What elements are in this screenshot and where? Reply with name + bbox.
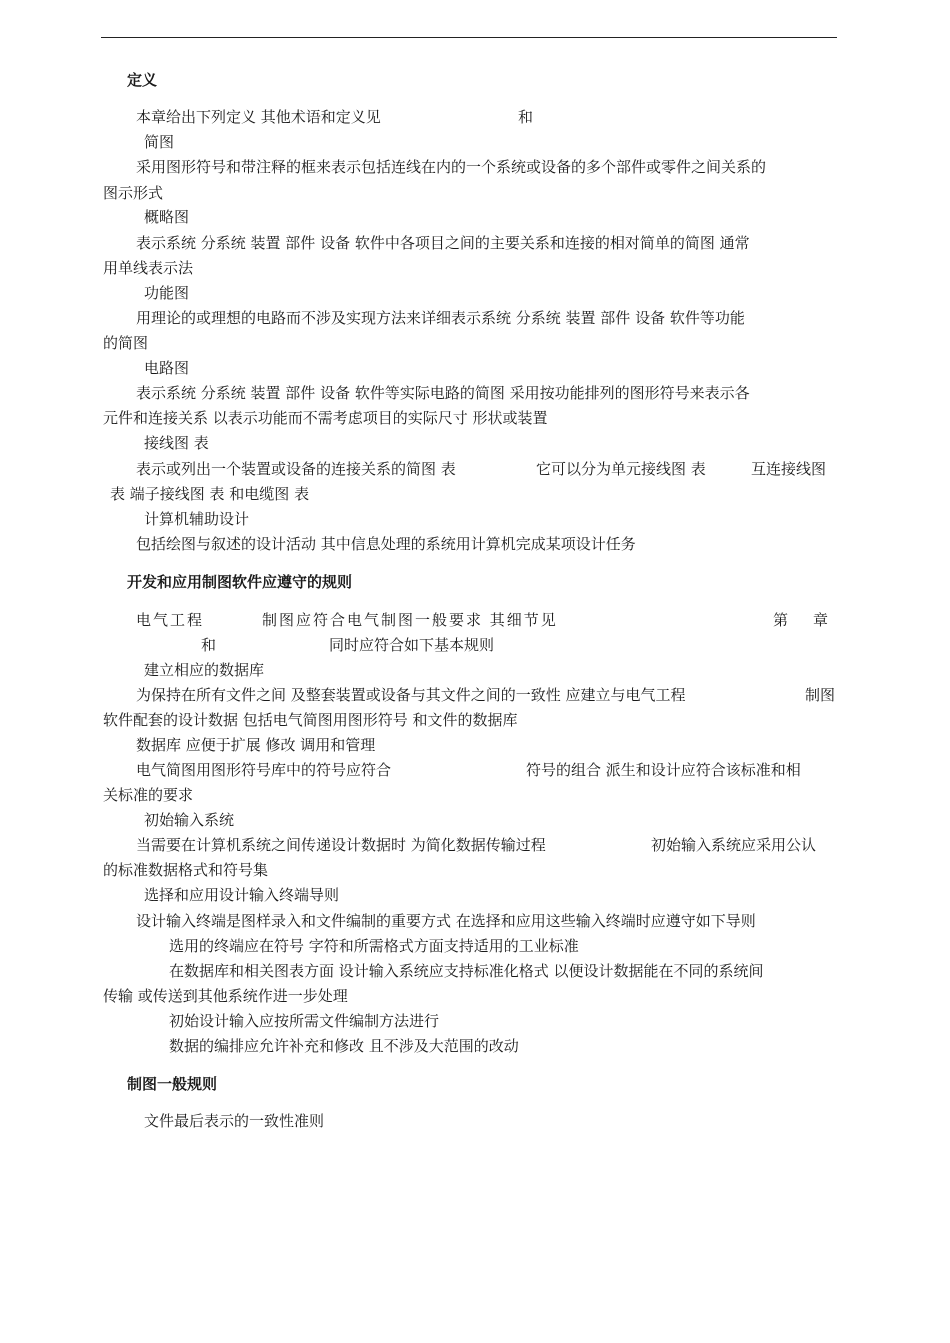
rules-text: 关标准的要求 bbox=[103, 786, 194, 804]
rules-text: 符号的组合 派生和设计应符合该标准和相 bbox=[526, 761, 801, 779]
definitions-intro-and: 和 bbox=[518, 108, 534, 126]
term-desc: 用单线表示法 bbox=[103, 259, 194, 277]
rules-text: 为保持在所有文件之间 及整套装置或设备与其文件之间的一致性 应建立与电气工程 bbox=[136, 686, 686, 704]
term-title: 功能图 bbox=[144, 284, 190, 302]
term-desc: 互连接线图 bbox=[751, 460, 827, 478]
term-desc: 表 端子接线图 表 和电缆图 表 bbox=[110, 485, 310, 503]
term-desc: 元件和连接关系 以表示功能而不需考虑项目的实际尺寸 形状或装置 bbox=[103, 409, 548, 427]
subsection-title-database: 建立相应的数据库 bbox=[144, 661, 265, 679]
term-desc: 表示系统 分系统 装置 部件 设备 软件等实际电路的简图 采用按功能排列的图形符号来表示各 bbox=[136, 384, 750, 402]
subsection-title-initial-input: 初始输入系统 bbox=[144, 811, 235, 829]
rules-text: 的标准数据格式和符号集 bbox=[103, 861, 269, 879]
rules-text: 传输 或传送到其他系统作进一步处理 bbox=[103, 987, 348, 1005]
term-desc: 采用图形符号和带注释的框来表示包括连线在内的一个系统或设备的多个部件或零件之间关系的 bbox=[136, 158, 767, 176]
term-desc: 它可以分为单元接线图 表 bbox=[536, 460, 706, 478]
rules-intro: 电气工程 bbox=[136, 611, 205, 629]
term-title: 简图 bbox=[144, 133, 175, 151]
rules-text: 数据库 应便于扩展 修改 调用和管理 bbox=[136, 736, 376, 754]
term-desc: 表示系统 分系统 装置 部件 设备 软件中各项目之间的主要关系和连接的相对简单的简图 通常 bbox=[136, 234, 750, 252]
rules-text: 电气简图用图形符号库中的符号应符合 bbox=[136, 761, 392, 779]
definitions-intro: 本章给出下列定义 其他术语和定义见 bbox=[136, 108, 381, 126]
rules-text: 选用的终端应在符号 字符和所需格式方面支持适用的工业标准 bbox=[169, 937, 579, 955]
rules-intro: 和 bbox=[201, 636, 217, 654]
subsection-title-consistency: 文件最后表示的一致性准则 bbox=[144, 1112, 325, 1130]
section-heading-software-rules: 开发和应用制图软件应遵守的规则 bbox=[127, 573, 353, 591]
term-desc: 用理论的或理想的电路而不涉及实现方法来详细表示系统 分系统 装置 部件 设备 软件等功能 bbox=[136, 309, 745, 327]
term-desc: 图示形式 bbox=[103, 184, 164, 202]
term-desc: 表示或列出一个装置或设备的连接关系的简图 表 bbox=[136, 460, 456, 478]
rules-text: 设计输入终端是图样录入和文件编制的重要方式 在选择和应用这些输入终端时应遵守如下导则 bbox=[136, 912, 756, 930]
rules-text: 当需要在计算机系统之间传递设计数据时 为简化数据传输过程 bbox=[136, 836, 546, 854]
term-title: 概略图 bbox=[144, 208, 190, 226]
term-desc: 包括绘图与叙述的设计活动 其中信息处理的系统用计算机完成某项设计任务 bbox=[136, 535, 636, 553]
rules-text: 制图 bbox=[805, 686, 836, 704]
rules-intro: 第 bbox=[773, 611, 789, 629]
rules-intro: 同时应符合如下基本规则 bbox=[329, 636, 495, 654]
rules-intro: 制图应符合电气制图一般要求 其细节见 bbox=[262, 611, 558, 629]
term-title: 计算机辅助设计 bbox=[144, 510, 250, 528]
rules-text: 软件配套的设计数据 包括电气简图用图形符号 和文件的数据库 bbox=[103, 711, 518, 729]
section-heading-definitions: 定义 bbox=[127, 71, 158, 89]
header-rule bbox=[101, 37, 837, 38]
section-heading-general-rules: 制图一般规则 bbox=[127, 1075, 218, 1093]
rules-intro: 章 bbox=[813, 611, 829, 629]
subsection-title-input-terminal: 选择和应用设计输入终端导则 bbox=[144, 886, 340, 904]
term-title: 电路图 bbox=[144, 359, 190, 377]
term-title: 接线图 表 bbox=[144, 434, 209, 452]
rules-text: 数据的编排应允许补充和修改 且不涉及大范围的改动 bbox=[169, 1037, 519, 1055]
rules-text: 在数据库和相关图表方面 设计输入系统应支持标准化格式 以便设计数据能在不同的系统间 bbox=[169, 962, 764, 980]
term-desc: 的简图 bbox=[103, 334, 149, 352]
rules-text: 初始输入系统应采用公认 bbox=[651, 836, 817, 854]
rules-text: 初始设计输入应按所需文件编制方法进行 bbox=[169, 1012, 440, 1030]
